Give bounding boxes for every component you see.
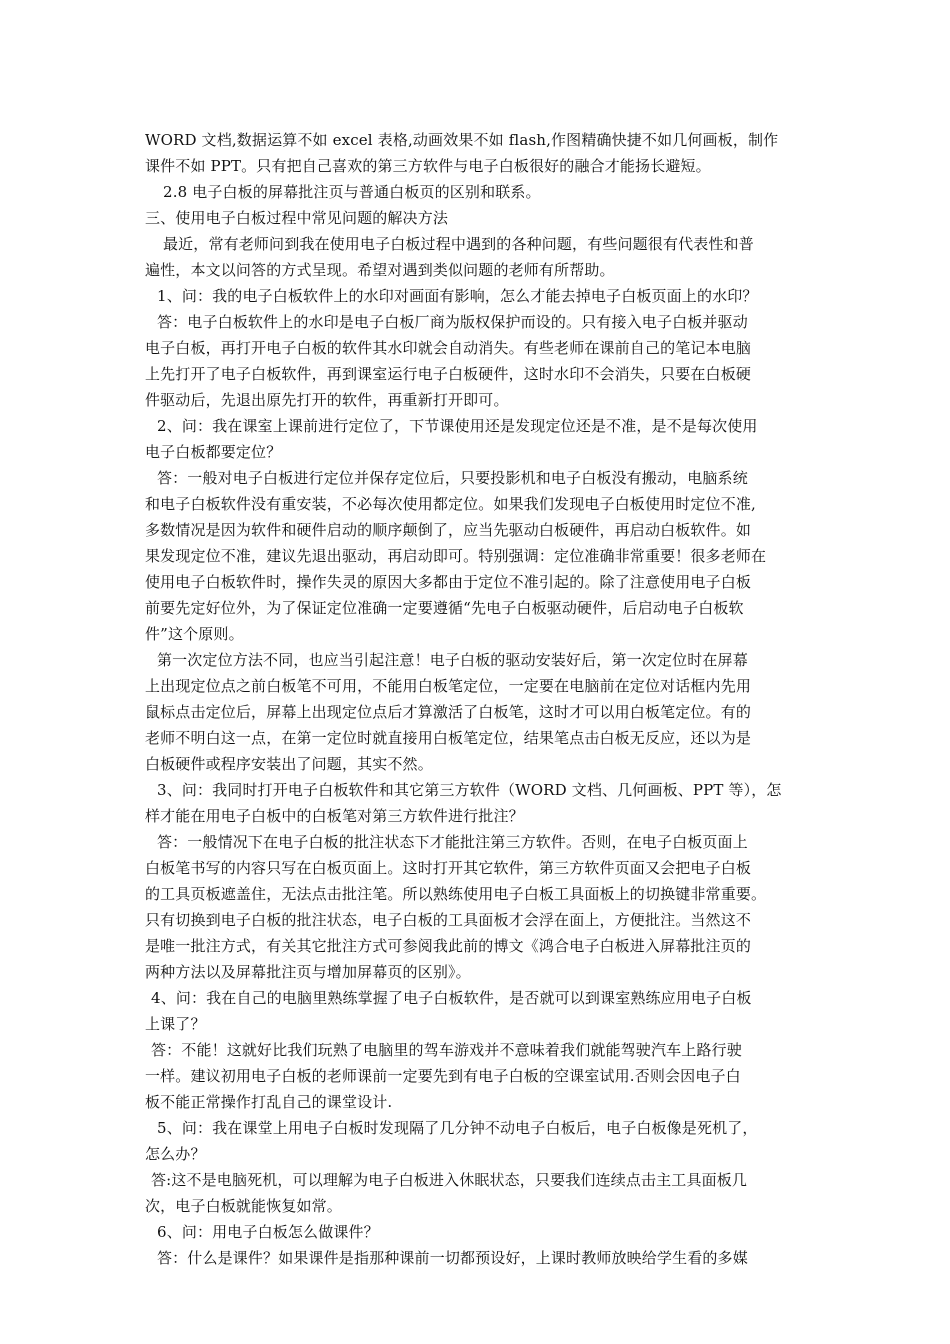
text-line: 电子白板都要定位？ — [145, 443, 282, 461]
text-line: 上课了？ — [145, 1015, 206, 1033]
question-line: 4、问：我在自己的电脑里熟练掌握了电子白板软件，是否就可以到课室熟练应用电子白板 — [151, 989, 752, 1007]
section-heading: 三、使用电子白板过程中常见问题的解决方法 — [145, 209, 449, 227]
text-line: 白板硬件或程序安装出了问题，其实不然。 — [145, 755, 433, 773]
text-line: 样才能在用电子白板中的白板笔对第三方软件进行批注？ — [145, 807, 524, 825]
text-line: 次，电子白板就能恢复如常。 — [145, 1197, 342, 1215]
text-line: 件”这个原则。 — [145, 625, 244, 643]
question-line: 1、问：我的电子白板软件上的水印对画面有影响，怎么才能去掉电子白板页面上的水印？ — [157, 287, 758, 305]
text-line: 多数情况是因为软件和硬件启动的顺序颠倒了，应当先驱动白板硬件，再启动白板软件。如 — [145, 521, 752, 539]
text-line: 鼠标点击定位后，屏幕上出现定位点后才算激活了白板笔，这时才可以用白板笔定位。有的 — [145, 703, 752, 721]
text-line: 是唯一批注方式，有关其它批注方式可参阅我此前的博文《鸿合电子白板进入屏幕批注页的 — [145, 937, 752, 955]
question-line: 3、问：我同时打开电子白板软件和其它第三方软件（WORD 文档、几何画板、PPT 等），怎 — [157, 781, 782, 799]
text-line: 上出现定位点之前白板笔不可用，不能用白板笔定位，一定要在电脑前在定位对话框内先用 — [145, 677, 752, 695]
section-heading: 2.8 电子白板的屏幕批注页与普通白板页的区别和联系。 — [163, 183, 541, 201]
text-line: 两种方法以及屏幕批注页与增加屏幕页的区别》。 — [145, 963, 471, 981]
answer-line: 答：不能！这就好比我们玩熟了电脑里的驾车游戏并不意味着我们就能驾驶汽车上路行驶 — [151, 1041, 742, 1059]
question-line: 6、问：用电子白板怎么做课件？ — [157, 1223, 379, 1241]
text-line: 前要先定好位外，为了保证定位准确一定要遵循“先电子白板驱动硬件，后启动电子白板软 — [145, 599, 744, 617]
question-line: 2、问：我在课室上课前进行定位了，下节课使用还是发现定位还是不准，是不是每次使用 — [157, 417, 758, 435]
text-line: 白板笔书写的内容只写在白板页面上。这时打开其它软件，第三方软件页面又会把电子白板 — [145, 859, 752, 877]
text-line: 课件不如 PPT。只有把自己喜欢的第三方软件与电子白板很好的融合才能扬长避短。 — [145, 157, 711, 175]
answer-line: 答：一般情况下在电子白板的批注状态下才能批注第三方软件。否则，在电子白板页面上 — [157, 833, 748, 851]
text-line: 最近，常有老师问到我在使用电子白板过程中遇到的各种问题，有些问题很有代表性和普 — [163, 235, 754, 253]
text-line: 只有切换到电子白板的批注状态，电子白板的工具面板才会浮在面上，方便批注。当然这不 — [145, 911, 752, 929]
answer-line: 答：什么是课件？如果课件是指那种课前一切都预设好，上课时教师放映给学生看的多媒 — [157, 1249, 748, 1267]
text-line: 电子白板，再打开电子白板的软件其水印就会自动消失。有些老师在课前自己的笔记本电脑 — [145, 339, 752, 357]
answer-line: 答：一般对电子白板进行定位并保存定位后，只要投影机和电子白板没有搬动，电脑系统 — [157, 469, 748, 487]
text-line: 板不能正常操作打乱自己的课堂设计. — [145, 1093, 393, 1111]
text-line: WORD 文档,数据运算不如 excel 表格,动画效果不如 flash,作图精确快捷不如几何画板，制作 — [145, 131, 779, 149]
text-line: 遍性，本文以问答的方式呈现。希望对遇到类似问题的老师有所帮助。 — [145, 261, 615, 279]
text-line: 件驱动后，先退出原先打开的软件，再重新打开即可。 — [145, 391, 509, 409]
text-line: 的工具页板遮盖住，无法点击批注笔。所以熟练使用电子白板工具面板上的切换键非常重要。 — [145, 885, 767, 903]
document-page — [145, 127, 813, 1271]
text-line: 一样。建议初用电子白板的老师课前一定要先到有电子白板的空课室试用.否则会因电子白 — [145, 1067, 741, 1085]
text-line: 和电子白板软件没有重安装，不必每次使用都定位。如果我们发现电子白板使用时定位不准, — [145, 495, 756, 513]
text-line: 怎么办？ — [145, 1145, 206, 1163]
text-line: 上先打开了电子白板软件，再到课室运行电子白板硬件，这时水印不会消失，只要在白板硬 — [145, 365, 752, 383]
question-line: 5、问：我在课堂上用电子白板时发现隔了几分钟不动电子白板后，电子白板像是死机了， — [157, 1119, 758, 1137]
answer-line: 答：电子白板软件上的水印是电子白板厂商为版权保护而设的。只有接入电子白板并驱动 — [157, 313, 748, 331]
text-line: 老师不明白这一点，在第一定位时就直接用白板笔定位，结果笔点击白板无反应，还以为是 — [145, 729, 752, 747]
text-line: 第一次定位方法不同，也应当引起注意！电子白板的驱动安装好后，第一次定位时在屏幕 — [157, 651, 748, 669]
text-line: 使用电子白板软件时，操作失灵的原因大多都由于定位不准引起的。除了注意使用电子白板 — [145, 573, 752, 591]
answer-line: 答:这不是电脑死机，可以理解为电子白板进入休眠状态，只要我们连续点击主工具面板几 — [151, 1171, 748, 1189]
text-line: 果发现定位不准，建议先退出驱动，再启动即可。特别强调：定位准确非常重要！很多老师在 — [145, 547, 767, 565]
